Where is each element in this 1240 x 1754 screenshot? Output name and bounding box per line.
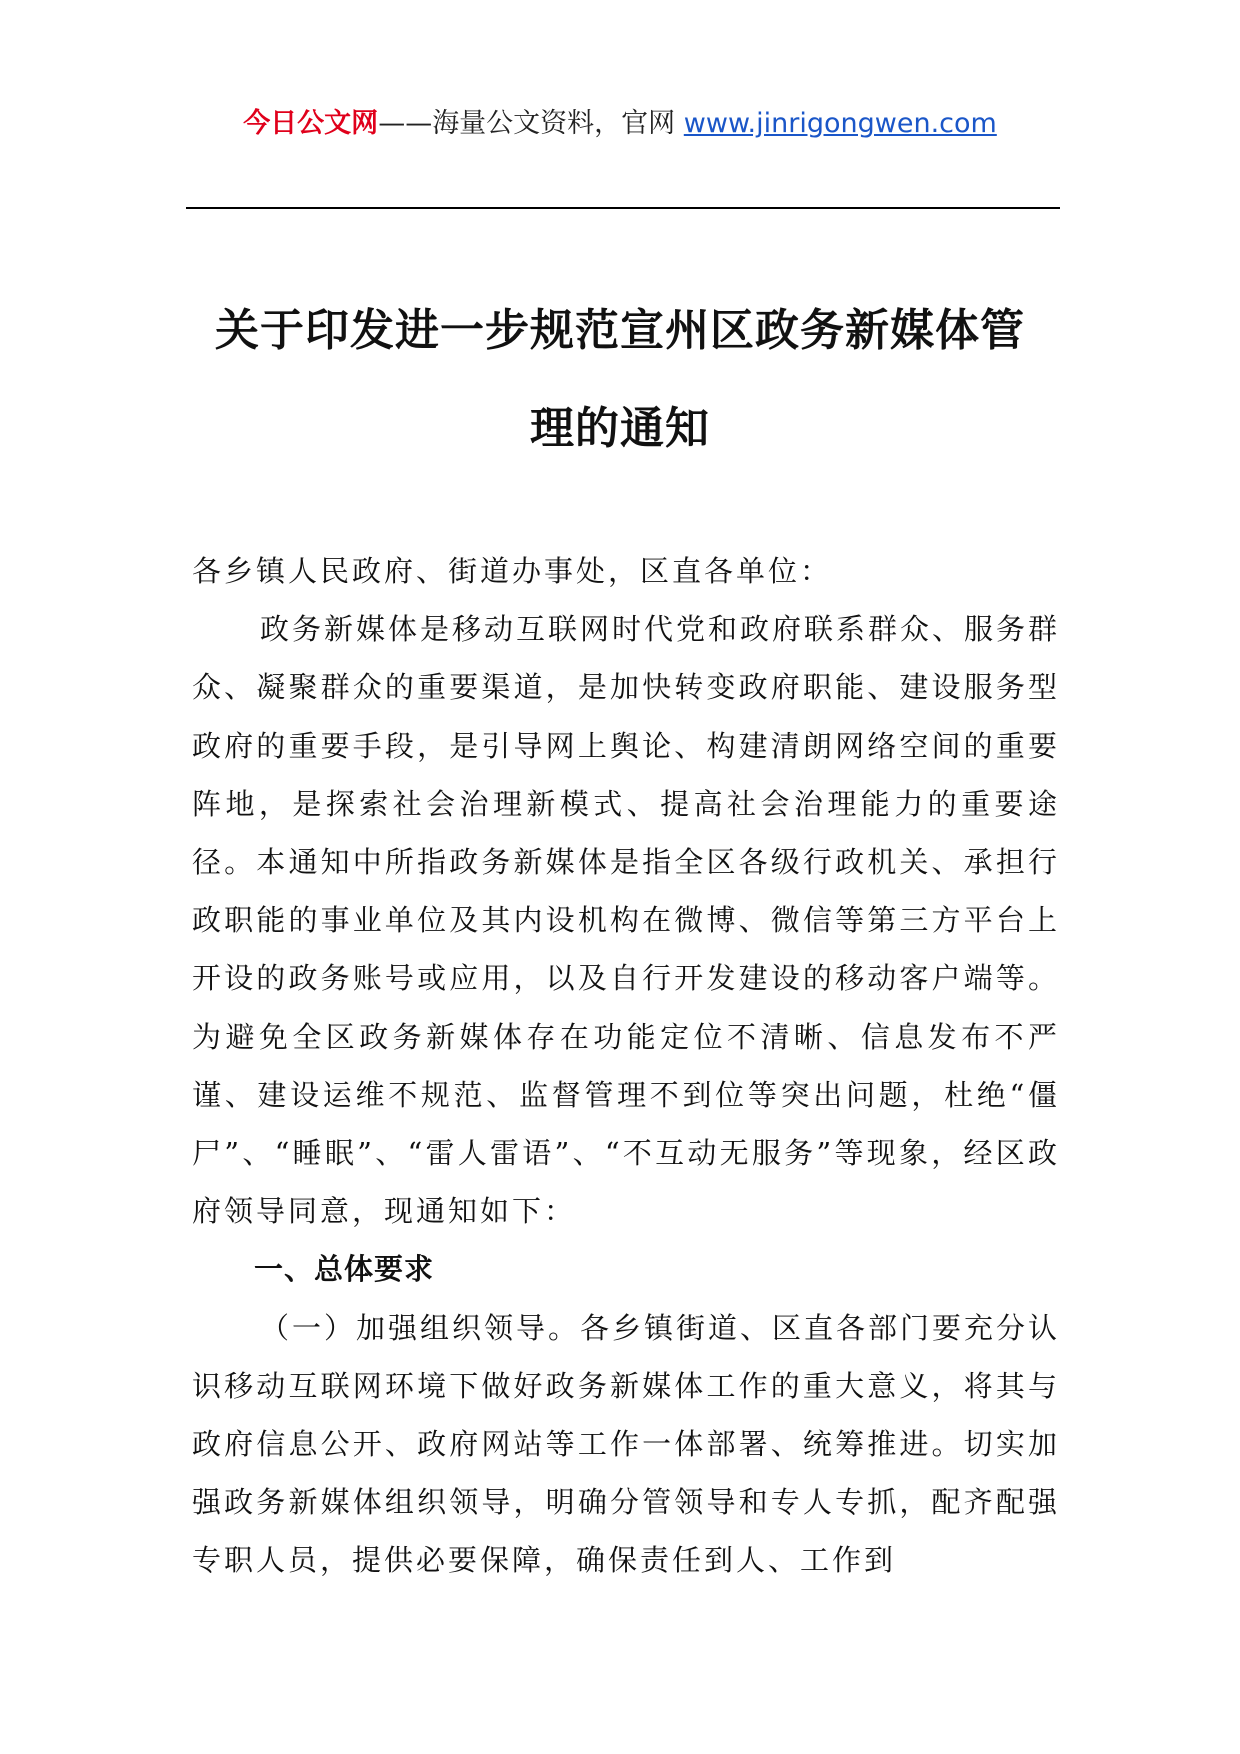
title-line-1: 关于印发进一步规范宣州区政务新媒体管 — [215, 305, 1025, 356]
header-divider — [186, 207, 1060, 209]
header-tagline: ——海量公文资料，官网 — [378, 108, 684, 139]
section-paragraph: （一）加强组织领导。各乡镇街道、区直各部门要充分认识移动互联网环境下做好政务新媒体工作的重大意义，将其与政府信息公开、政府网站等工作一体部署、统筹推进。切实加强政务新媒体组织领导，明确分管领导和专人专抓，配齐配强专职人员，提供必要保障，确保责任到人、工作到 — [192, 1310, 1061, 1578]
document-title — [160, 282, 1080, 478]
document-body — [192, 542, 1060, 1590]
salutation: 各乡镇人民政府、街道办事处，区直各单位： — [192, 554, 833, 588]
section-heading: 一、总体要求 — [254, 1252, 435, 1287]
site-url-link[interactable]: www.jinrigongwen.com — [683, 108, 997, 139]
brand-name: 今日公文网 — [243, 108, 379, 139]
title-line-2: 理的通知 — [530, 403, 710, 454]
site-header — [0, 104, 1240, 144]
intro-paragraph: 政务新媒体是移动互联网时代党和政府联系群众、服务群众、凝聚群众的重要渠道，是加快转变政府职能、建设服务型政府的重要手段，是引导网上舆论、构建清朗网络空间的重要阵地，是探索社会治理新模式、提高社会治理能力的重要途径。本通知中所指政务新媒体是指全区各级行政机关、承担行政职能的事业单位及其内设机构在微博、微信等第三方平台上开设的政务账号或应用，以及自行开发建设的移动客户端等。为避免全区政务新媒体存在功能定位不清晰、信息发布不严谨、建设运维不规范、监督管理不到位等突出问题，杜绝“僵尸”、“睡眠”、“雷人雷语”、“不互动无服务”等现象，经区政府领导同意，现通知如下： — [192, 612, 1061, 1229]
